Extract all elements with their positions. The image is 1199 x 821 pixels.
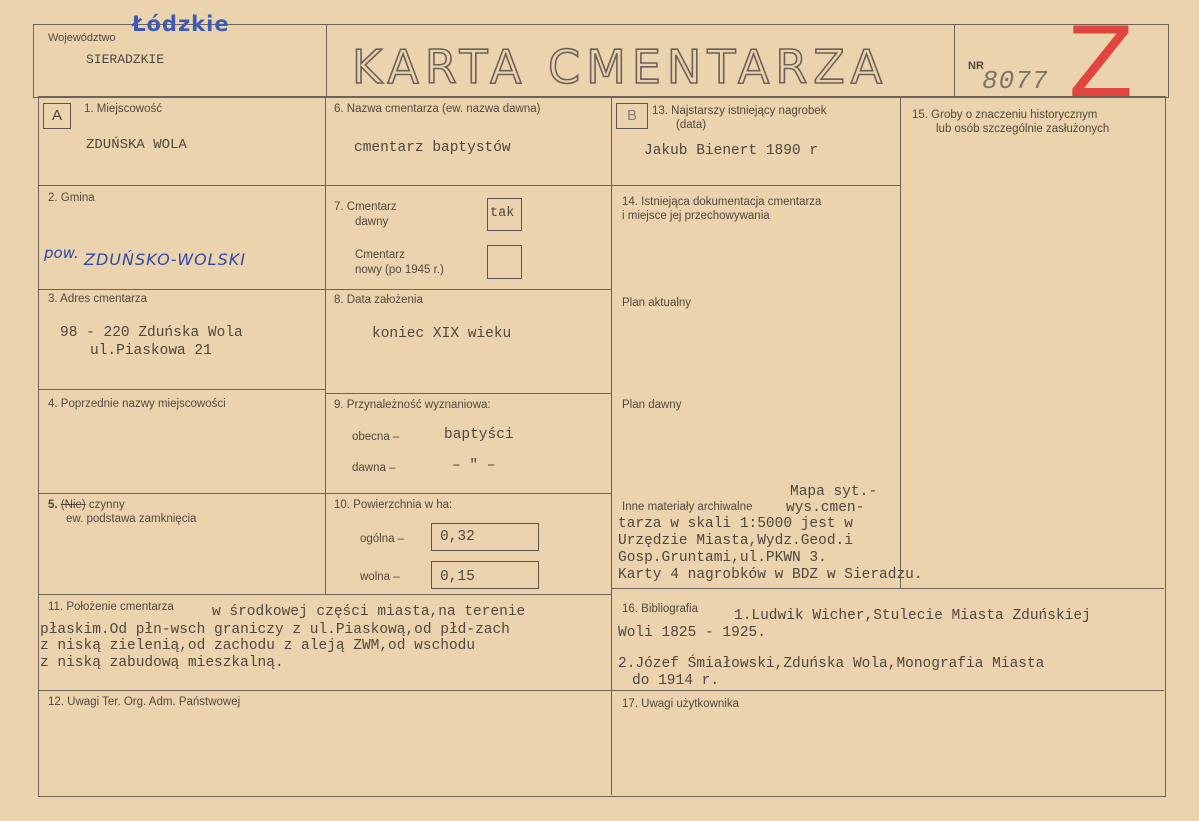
field-16-label: 16. Bibliografia (622, 603, 699, 615)
row-line (611, 588, 1164, 589)
field-5-rest: czynny (88, 499, 125, 511)
field-7-nowy-label: Cmentarz (355, 249, 405, 261)
inne-line2: tarza w skali 1:5000 jest w (618, 516, 853, 532)
inne-line1: wys.cmen- (786, 500, 865, 516)
field-5-number: 5. (48, 499, 58, 511)
field-9-dawna-label: dawna – (352, 462, 396, 474)
field-13-value: Jakub Bienert 1890 r (644, 143, 819, 159)
row-line (38, 690, 1164, 691)
field-16-line2: Woli 1825 - 1925. (618, 625, 766, 641)
field-3-line1: 98 - 220 Zduńska Wola (60, 325, 243, 341)
field-16-line4: do 1914 r. (632, 673, 720, 689)
row-line (611, 185, 900, 186)
field-16-line3: 2.Józef Śmiałowski,Zduńska Wola,Monografia Miasta (618, 656, 1045, 672)
field-7-dawny-label: 7. Cmentarz (334, 201, 397, 213)
field-9-dawna-value: – " – (452, 458, 496, 474)
inne-line3: Urzędzie Miasta,Wydz.Geod.i (618, 533, 853, 549)
body-frame (38, 96, 1166, 797)
row-line (325, 185, 611, 186)
field-8-value: koniec XIX wieku (372, 326, 512, 342)
field-7-nowy-box (487, 245, 522, 279)
field-3-label: 3. Adres cmentarza (48, 293, 148, 305)
field-7-dawny-value: tak (490, 206, 515, 221)
field-8-label: 8. Data założenia (334, 294, 423, 306)
field-4-label: 4. Poprzednie nazwy miejscowości (48, 398, 226, 410)
wojewodztwo-label: Województwo (48, 32, 116, 44)
field-11-line4: z niską zabudową mieszkalną. (40, 655, 284, 671)
header-divider-1 (326, 24, 327, 96)
field-15-label-2: lub osób szczególnie zasłużonych (936, 123, 1110, 135)
field-2-prefix: pow. (44, 244, 79, 262)
header-divider-2 (954, 24, 955, 96)
field-10-wolna-label: wolna – (360, 571, 400, 583)
section-b-letter: B (616, 103, 648, 129)
category-mark: Z (1068, 7, 1134, 119)
row-line (325, 493, 611, 494)
row-line (38, 594, 611, 595)
field-15-label: 15. Groby o znaczeniu historycznym (912, 109, 1098, 121)
row-line (325, 393, 611, 394)
field-12-label: 12. Uwagi Ter. Org. Adm. Państwowej (48, 696, 241, 708)
card-title: KARTA CMENTARZA (352, 40, 889, 94)
field-10-ogolna-value: 0,32 (440, 529, 475, 545)
inne-materialy-label: Inne materiały archiwalne (622, 501, 753, 513)
field-16-line1: 1.Ludwik Wicher,Stulecie Miasta Zduńskiej (734, 608, 1091, 624)
section-a-letter: A (43, 103, 71, 129)
column-divider-1 (325, 96, 326, 594)
field-11-line1: w środkowej części miasta,na terenie (212, 604, 526, 620)
field-7-nowy-label-2: nowy (po 1945 r.) (355, 264, 444, 276)
field-1-label: 1. Miejscowość (84, 103, 162, 115)
field-10-ogolna-label: ogólna – (360, 533, 405, 545)
field-6-label: 6. Nazwa cmentarza (ew. nazwa dawna) (334, 103, 541, 115)
nr-label: NR (968, 60, 984, 72)
field-10-label: 10. Powierzchnia w ha: (334, 499, 453, 511)
field-2-label: 2. Gmina (48, 192, 95, 204)
field-5-label (48, 498, 125, 512)
inne-line4: Gosp.Gruntami,ul.PKWN 3. (618, 550, 827, 566)
field-6-value: cmentarz baptystów (354, 140, 511, 156)
row-line (38, 493, 325, 494)
row-line (38, 389, 325, 390)
field-14-label: 14. Istniejąca dokumentacja cmentarza (622, 196, 822, 208)
field-5-label-2: ew. podstawa zamknięcia (66, 513, 197, 525)
field-1-value: ZDUŃSKA WOLA (86, 137, 187, 153)
field-9-obecna-value: baptyści (444, 427, 514, 443)
field-10-wolna-value: 0,15 (440, 569, 475, 585)
field-11-label: 11. Położenie cmentarza (48, 601, 174, 613)
field-9-label: 9. Przynależność wyznaniowa: (334, 399, 491, 411)
field-2-value: ZDUŃSKO-WOLSKI (84, 250, 246, 269)
row-line (38, 185, 325, 186)
field-11-line3: z niską zielenią,od zachodu z aleją ZWM,od wschodu (40, 638, 476, 654)
row-line (38, 289, 325, 290)
field-13-label-2: (data) (676, 119, 707, 131)
wojewodztwo-stamp: Łódzkie (132, 12, 230, 36)
field-7-dawny-label-2: dawny (355, 216, 389, 228)
powiat-value: SIERADZKIE (86, 52, 165, 67)
field-13-label: 13. Najstarszy istniejący nagrobek (652, 105, 827, 117)
field-17-label: 17. Uwagi użytkownika (622, 698, 739, 710)
row-line (325, 289, 611, 290)
inne-line0: Mapa syt.- (790, 484, 878, 500)
field-11-line2: płaskim.Od płn-wsch graniczy z ul.Piaskową,od płd-zach (40, 622, 510, 638)
record-number: 8077 (982, 66, 1049, 96)
field-3-line2: ul.Piaskowa 21 (90, 343, 212, 359)
field-5-struck: (Nie) (60, 499, 86, 511)
field-14-label-2: i miejsce jej przechowywania (622, 210, 770, 222)
field-9-obecna-label: obecna – (352, 431, 400, 443)
plan-aktualny-label: Plan aktualny (622, 297, 692, 309)
column-divider-3 (900, 96, 901, 588)
inne-line5: Karty 4 nagrobków w BDZ w Sieradzu. (618, 567, 923, 583)
plan-dawny-label: Plan dawny (622, 399, 682, 411)
